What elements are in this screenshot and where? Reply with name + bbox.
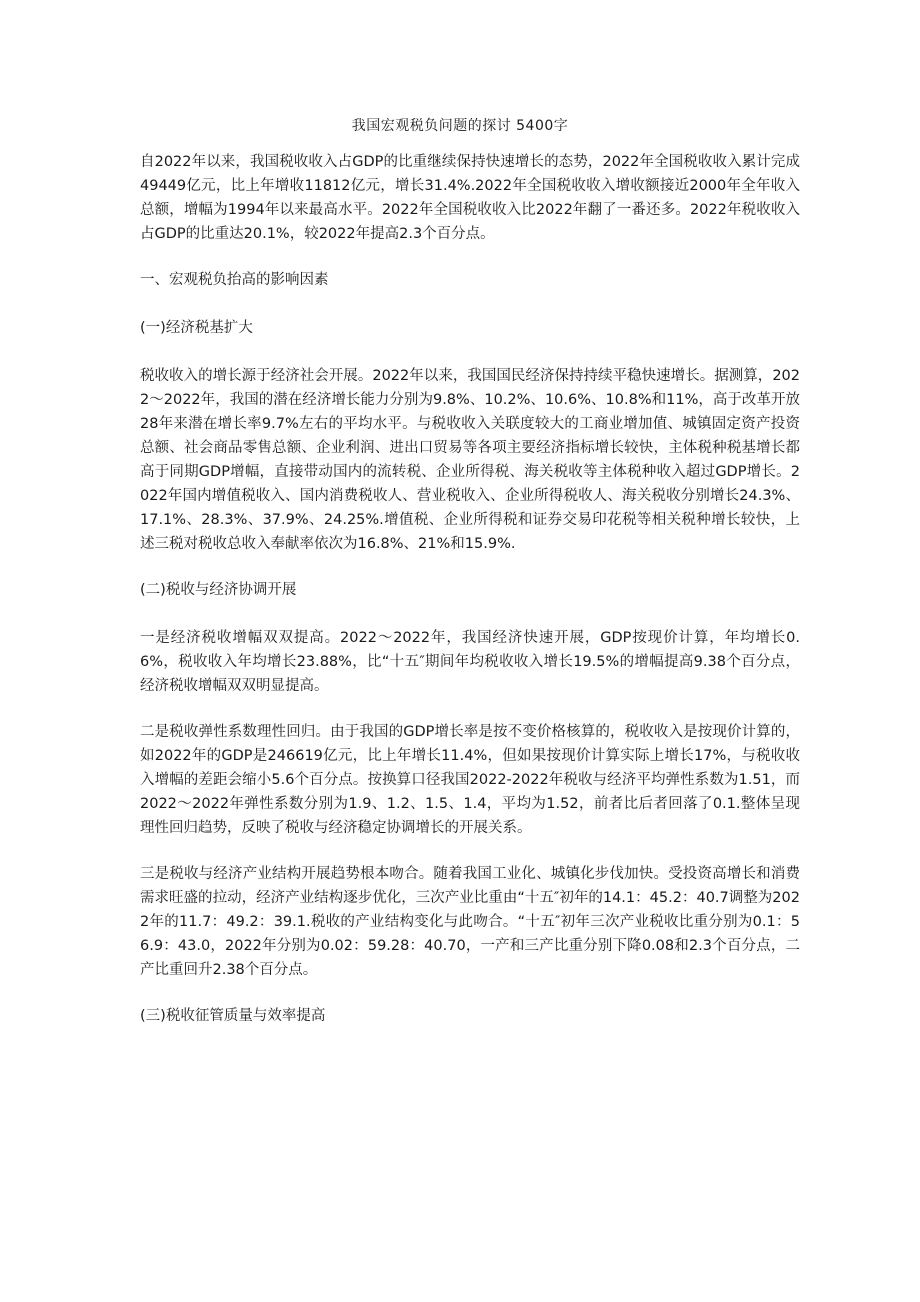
subsection-heading-2: (二)税收与经济协调开展 [140, 582, 297, 598]
elasticity-paragraph: 二是税收弹性系数理性回归。由于我国的GDP增长率是按不变价格核算的，税收收入是按现价计算的，如2022年的GDP是246619亿元，比上年增长11.4%，但如果按现价计算实际上增长17%，与税收收入增幅的差距会缩小5.6个百分点。按换算口径我国2022-2022年税收与经济平均弹性系数为1.51，而2022～2022年弹性系数分别为1.9、1.2、1.5、1.4，平均为1.52，前者比后者回落了0.1.整体呈现理性回归趋势，反映了税收与经济稳定协调增长的开展关系。 [140, 724, 800, 836]
document-body [140, 150, 800, 1052]
industry-structure-paragraph: 三是税收与经济产业结构开展趋势根本吻合。随着我国工业化、城镇化步伐加快。受投资高增长和消费需求旺盛的拉动，经济产业结构逐步优化，三次产业比重由“十五″初年的14.1：45.2：40.7调整为2022年的11.7：49.2：39.1.税收的产业结构变化与此吻合。“十五″初年三次产业税收比重分别为0.1：56.9：43.0，2022年分别为0.02：59.28：40.70，一产和三产比重分别下降0.08和2.3个百分点，二产比重回升2.38个百分点。 [140, 866, 800, 978]
subsection-heading-1: (一)经济税基扩大 [140, 320, 253, 336]
subsection-heading-3: (三)税收征管质量与效率提高 [140, 1008, 326, 1024]
document-title: 我国宏观税负问题的探讨 5400字 [351, 118, 569, 134]
intro-paragraph: 自2022年以来，我国税收收入占GDP的比重继续保持快速增长的态势，2022年全国税收收入累计完成49449亿元，比上年增收11812亿元，增长31.4%.2022年全国税收收入增收额接近2000年全年收入总额，增幅为1994年以来最高水平。2022年全国税收收入比2022年翻了一番还多。2022年税收收入占GDP的比重达20.1%，较2022年提高2.3个百分点。 [140, 154, 800, 242]
tax-base-paragraph: 税收收入的增长源于经济社会开展。2022年以来，我国国民经济保持持续平稳快速增长。据测算，2022～2022年，我国的潜在经济增长能力分别为9.8%、10.2%、10.6%、10.8%和11%，高于改革开放28年来潜在增长率9.7%左右的平均水平。与税收收入关联度较大的工商业增加值、城镇固定资产投资总额、社会商品零售总额、企业利润、进出口贸易等各项主要经济指标增长较快，主体税种税基增长都高于同期GDP增幅，直接带动国内的流转税、企业所得税、海关税收等主体税种收入超过GDP增长。2022年国内增值税收入、国内消费税收人、营业税收入、企业所得税收人、海关税收分别增长24.3%、17.1%、28.3%、37.9%、24.25%.增值税、企业所得税和证券交易印花税等相关税种增长较快，上述三税对税收总收入奉献率依次为16.8%、21%和15.9%. [140, 368, 800, 552]
growth-paragraph: 一是经济税收增幅双双提高。2022～2022年，我国经济快速开展，GDP按现价计算，年均增长0.6%，税收收入年均增长23.88%，比“十五″期间年均税收收入增长19.5%的增幅提高9.38个百分点，经济税收增幅双双明显提高。 [140, 630, 800, 694]
section-heading-1: 一、宏观税负抬高的影响因素 [140, 272, 329, 288]
